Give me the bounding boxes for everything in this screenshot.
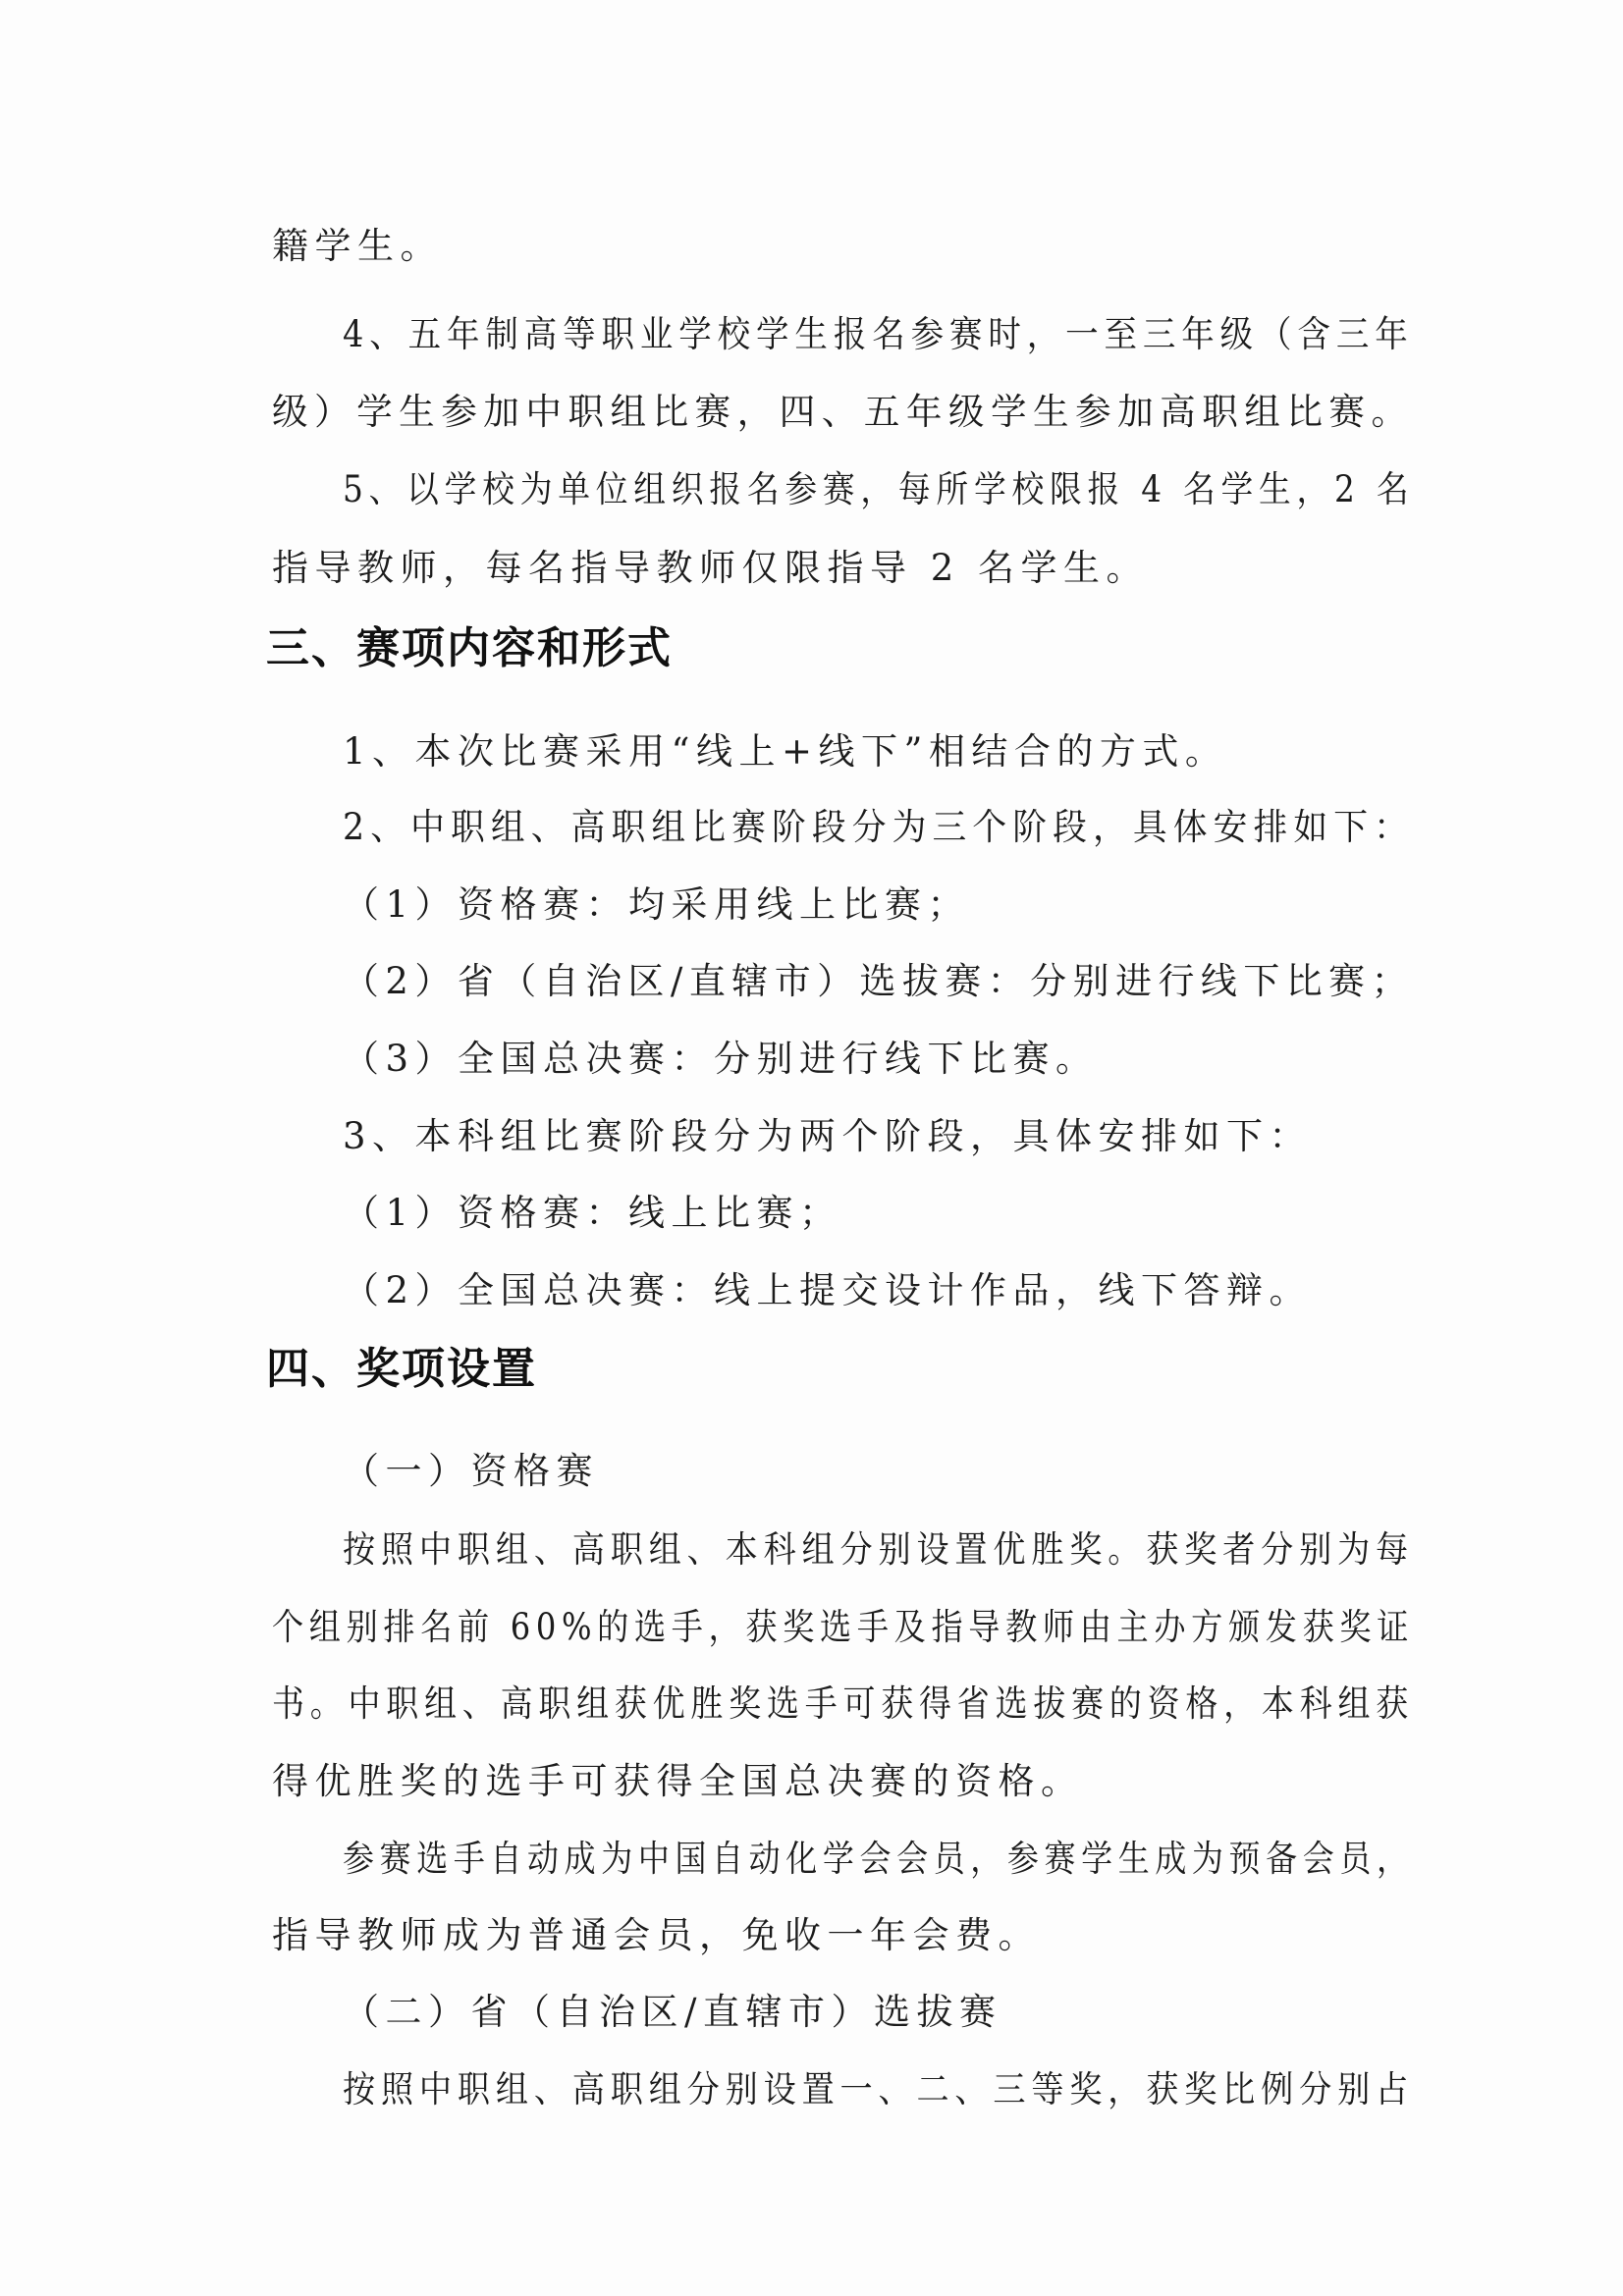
subsection-title: （二）省（自治区/直辖市）选拔赛 — [343, 1991, 1002, 2033]
text-line: 1、本次比赛采用“线上+线下”相结合的方式。 — [343, 730, 1228, 773]
text-line: 指导教师成为普通会员，免收一年会费。 — [272, 1914, 1041, 1956]
text-line: 得优胜奖的选手可获得全国总决赛的资格。 — [272, 1760, 1084, 1802]
text-line: 书。中职组、高职组获优胜奖选手可获得省选拔赛的资格，本科组获 — [272, 1682, 1414, 1725]
text-line: 参赛选手自动成为中国自动化学会会员，参赛学生成为预备会员， — [343, 1838, 1414, 1880]
text-line: 3、本科组比赛阶段分为两个阶段，具体安排如下： — [343, 1115, 1313, 1157]
text-line: 个组别排名前 60%的选手，获奖选手及指导教师由主办方颁发获奖证 — [272, 1606, 1414, 1648]
text-line: 2、中职组、高职组比赛阶段分为三个阶段，具体安排如下： — [343, 806, 1415, 848]
text-line: 指导教师，每名指导教师仅限指导 2 名学生。 — [272, 547, 1150, 589]
text-line: 按照中职组、高职组、本科组分别设置优胜奖。获奖者分别为每 — [343, 1528, 1414, 1571]
section-heading: 三、赛项内容和形式 — [266, 623, 673, 673]
text-line: （3）全国总决赛：分别进行线下比赛。 — [343, 1038, 1099, 1080]
text-line: 级）学生参加中职组比赛，四、五年级学生参加高职组比赛。 — [272, 391, 1414, 433]
text-line: 按照中职组、高职组分别设置一、二、三等奖，获奖比例分别占 — [343, 2068, 1414, 2110]
text-line: （1）资格赛：均采用线上比赛； — [343, 883, 971, 926]
text-line: 籍学生。 — [272, 225, 443, 267]
text-line: （2）省（自治区/直辖市）选拔赛：分别进行线下比赛； — [343, 960, 1415, 1002]
text-line: 4、五年制高等职业学校学生报名参赛时，一至三年级（含三年 — [343, 313, 1414, 355]
section-heading: 四、奖项设置 — [266, 1344, 537, 1394]
text-line: 5、以学校为单位组织报名参赛，每所学校限报 4 名学生，2 名 — [343, 468, 1415, 510]
text-line: （1）资格赛：线上比赛； — [343, 1192, 842, 1234]
subsection-title: （一）资格赛 — [343, 1450, 599, 1492]
text-line: （2）全国总决赛：线上提交设计作品，线下答辩。 — [343, 1269, 1313, 1311]
